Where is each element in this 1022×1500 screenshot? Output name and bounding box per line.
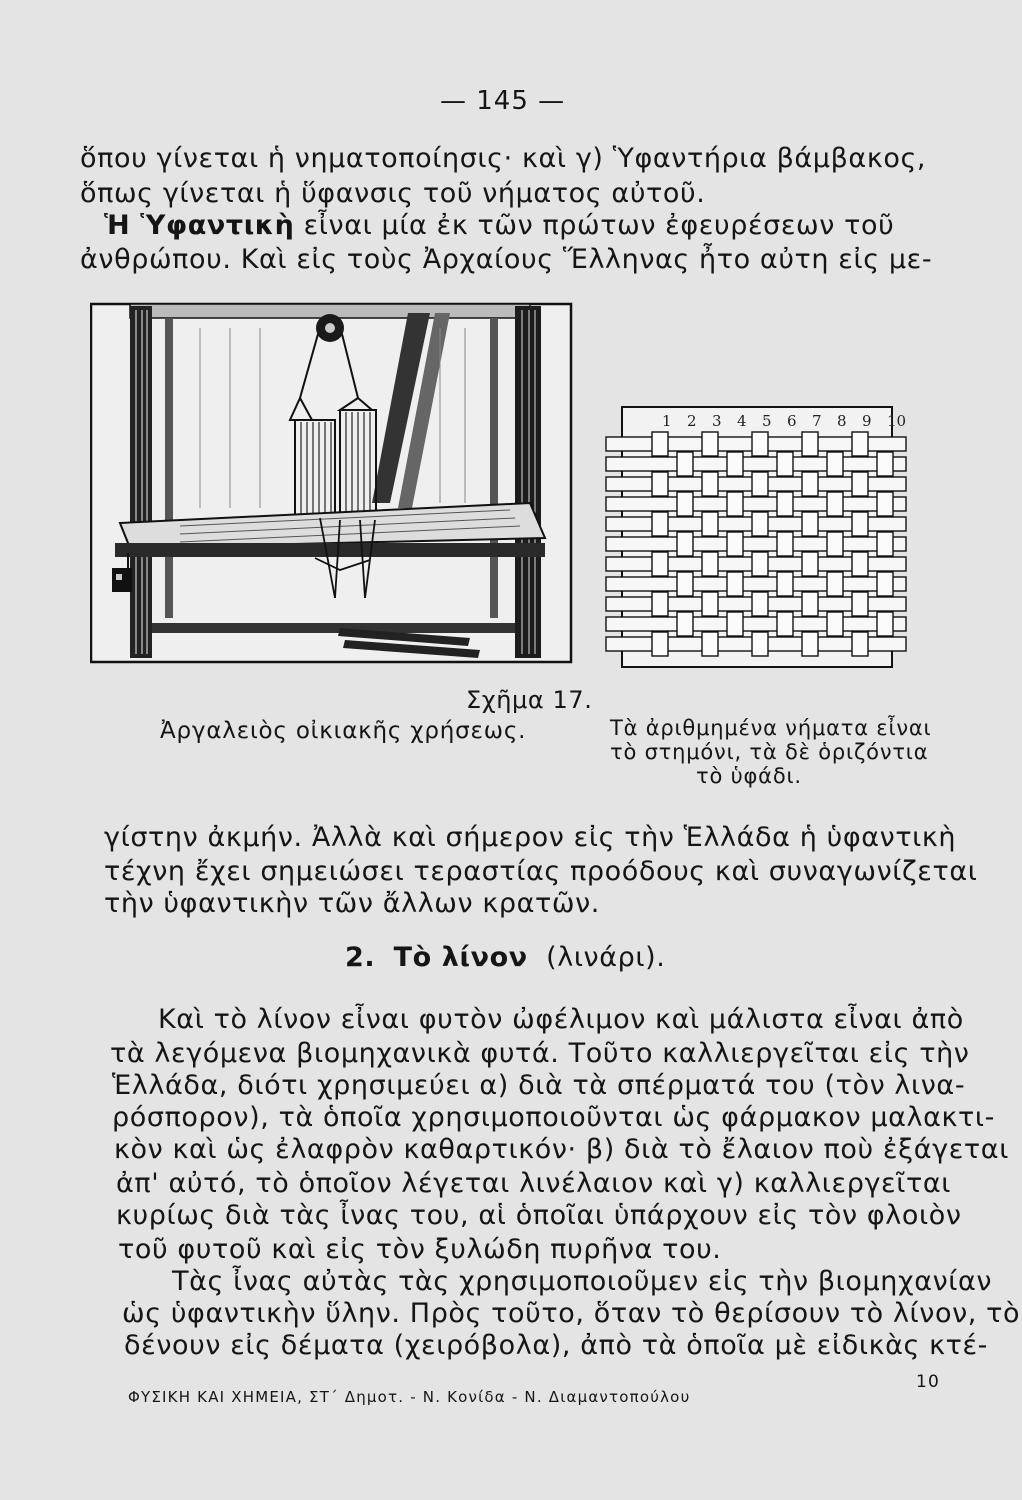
warp-number-label: 8 (837, 412, 847, 430)
warp-thread-segment (727, 612, 743, 636)
warp-thread-segment (777, 572, 793, 596)
sheet-number: 10 (916, 1372, 941, 1392)
page-number: — 145 — (440, 86, 566, 116)
warp-thread-segment (652, 472, 668, 496)
warp-thread-segment (752, 632, 768, 656)
warp-thread-segment (702, 592, 718, 616)
warp-thread-segment (777, 492, 793, 516)
warp-thread-segment (677, 612, 693, 636)
warp-thread-segment (802, 472, 818, 496)
warp-number-label: 7 (812, 412, 822, 430)
bold-term: Ἡ Ὑφαντικὴ (104, 210, 295, 241)
text-span: εἶναι μία ἐκ τῶν πρώτων ἐφευρέσεων τοῦ (303, 210, 895, 241)
warp-thread-segment (727, 532, 743, 556)
warp-number-label: 3 (712, 412, 722, 430)
section-title: Τὸ λίνον (393, 942, 528, 973)
warp-thread-segment (827, 452, 843, 476)
warp-thread-segment (827, 492, 843, 516)
text-line: ὡς ὑφαντικὴν ὕλην. Πρὸς τοῦτο, ὅταν τὸ θερίσουν τὸ λίνον, τὸ (122, 1298, 1021, 1329)
figure-number: Σχῆμα 17. (466, 686, 593, 714)
text-line: Τὰς ἶνας αὐτὰς τὰς χρησιμοποιοῦμεν εἰς τὴν βιομηχανίαν (172, 1266, 993, 1297)
warp-thread-segment (677, 572, 693, 596)
warp-number-label: 4 (737, 412, 747, 430)
text-line: ὅπου γίνεται ἡ νηματοποίησις· καὶ γ) Ὑφαντήρια βάμβακος, (80, 143, 927, 174)
weave-diagram (594, 406, 922, 668)
section-subtitle: (λινάρι). (546, 942, 666, 973)
weft-thread (606, 537, 906, 551)
warp-number-label: 5 (762, 412, 772, 430)
warp-thread-segment (877, 452, 893, 476)
weft-thread (606, 577, 906, 591)
warp-thread-segment (727, 452, 743, 476)
text-line: γίστην ἀκμήν. Ἀλλὰ καὶ σήμερον εἰς τὴν Ἑλλάδα ἡ ὑφαντικὴ (104, 822, 957, 853)
warp-number-label: 1 (662, 412, 672, 430)
footer-imprint: ΦΥΣΙΚΗ ΚΑΙ ΧΗΜΕΙΑ, ΣΤ΄ Δημοτ. - Ν. Κονίδα - Ν. Διαμαντοπούλου (128, 1388, 691, 1406)
warp-thread-segment (877, 572, 893, 596)
weave-caption-line: τὸ στημόνι, τὰ δὲ ὁριζόντια (610, 740, 929, 764)
weave-caption-line: Τὰ ἀριθμημένα νήματα εἶναι (610, 716, 932, 740)
warp-thread-segment (802, 552, 818, 576)
warp-thread-segment (852, 592, 868, 616)
text-line: τὴν ὑφαντικὴν τῶν ἄλλων κρατῶν. (104, 888, 600, 919)
warp-thread-segment (752, 472, 768, 496)
warp-number-label: 9 (862, 412, 872, 430)
warp-thread-segment (852, 432, 868, 456)
warp-thread-segment (702, 632, 718, 656)
warp-thread-segment (827, 612, 843, 636)
warp-thread-segment (852, 552, 868, 576)
warp-thread-segment (652, 632, 668, 656)
warp-thread-segment (702, 472, 718, 496)
text-line: τὰ λεγόμενα βιομηχανικὰ φυτά. Τοῦτο καλλιεργεῖται εἰς τὴν (110, 1038, 970, 1069)
text-line: ὅπως γίνεται ἡ ὕφανσις τοῦ νήματος αὐτοῦ. (80, 178, 706, 209)
warp-thread-segment (727, 492, 743, 516)
warp-thread-segment (677, 492, 693, 516)
warp-thread-segment (652, 512, 668, 536)
text-line: κυρίως διὰ τὰς ἶνας του, αἱ ὁποῖαι ὑπάρχουν εἰς τὸν φλοιὸν (116, 1200, 962, 1231)
text-line: κὸν καὶ ὡς ἐλαφρὸν καθαρτικόν· β) διὰ τὸ ἔλαιον ποὺ ἐξάγεται (114, 1134, 1009, 1165)
weft-thread (606, 617, 906, 631)
text-line: ἀπ' αὐτό, τὸ ὁποῖον λέγεται λινέλαιον καὶ γ) καλλιεργεῖται (116, 1168, 951, 1199)
warp-thread-segment (752, 512, 768, 536)
warp-thread-segment (852, 472, 868, 496)
text-line (104, 210, 894, 241)
warp-thread-segment (777, 452, 793, 476)
warp-thread-segment (802, 512, 818, 536)
warp-thread-segment (852, 512, 868, 536)
section-heading (345, 942, 665, 973)
warp-thread-segment (802, 432, 818, 456)
warp-thread-segment (877, 612, 893, 636)
weave-caption-line: τὸ ὑφάδι. (696, 764, 802, 788)
section-number: 2. (345, 942, 376, 973)
weft-thread (606, 497, 906, 511)
weft-thread (606, 457, 906, 471)
warp-thread-segment (702, 512, 718, 536)
warp-thread-segment (727, 572, 743, 596)
warp-thread-segment (852, 632, 868, 656)
warp-thread-segment (677, 452, 693, 476)
warp-thread-segment (827, 572, 843, 596)
warp-thread-segment (877, 532, 893, 556)
warp-thread-segment (802, 632, 818, 656)
warp-thread-segment (677, 532, 693, 556)
warp-number-label: 2 (687, 412, 697, 430)
warp-thread-segment (827, 532, 843, 556)
warp-number-label: 10 (887, 412, 907, 430)
text-line: τοῦ φυτοῦ καὶ εἰς τὸν ξυλώδη πυρῆνα του. (118, 1234, 722, 1265)
warp-thread-segment (752, 552, 768, 576)
warp-thread-segment (702, 432, 718, 456)
warp-thread-segment (877, 492, 893, 516)
warp-thread-segment (652, 592, 668, 616)
text-line: ρόσπορον), τὰ ὁποῖα χρησιμοποιοῦνται ὡς φάρμακον μαλακτι- (112, 1102, 995, 1133)
text-line: τέχνη ἔχει σημειώσει τεραστίας προόδους καὶ συναγωνίζεται (104, 856, 978, 887)
warp-thread-segment (652, 552, 668, 576)
loom-caption: Ἀργαλειὸς οἰκιακῆς χρήσεως. (160, 718, 527, 744)
warp-thread-segment (752, 592, 768, 616)
warp-thread-segment (777, 532, 793, 556)
text-line: δένουν εἰς δέματα (χειρόβολα), ἀπὸ τὰ ὁποῖα μὲ εἰδικὰς κτέ- (124, 1330, 989, 1361)
warp-thread-segment (777, 612, 793, 636)
warp-thread-segment (702, 552, 718, 576)
text-line: ἀνθρώπου. Καὶ εἰς τοὺς Ἀρχαίους Ἕλληνας ἦτο αὐτη εἰς με- (80, 244, 933, 275)
loom-illustration (90, 298, 574, 666)
warp-thread-segment (652, 432, 668, 456)
text-line: Καὶ τὸ λίνον εἶναι φυτὸν ὠφέλιμον καὶ μάλιστα εἶναι ἀπὸ (158, 1004, 964, 1035)
warp-number-label: 6 (787, 412, 797, 430)
warp-thread-segment (802, 592, 818, 616)
warp-thread-segment (752, 432, 768, 456)
text-line: Ἑλλάδα, διότι χρησιμεύει α) διὰ τὰ σπέρματά του (τὸν λινα- (112, 1070, 966, 1101)
